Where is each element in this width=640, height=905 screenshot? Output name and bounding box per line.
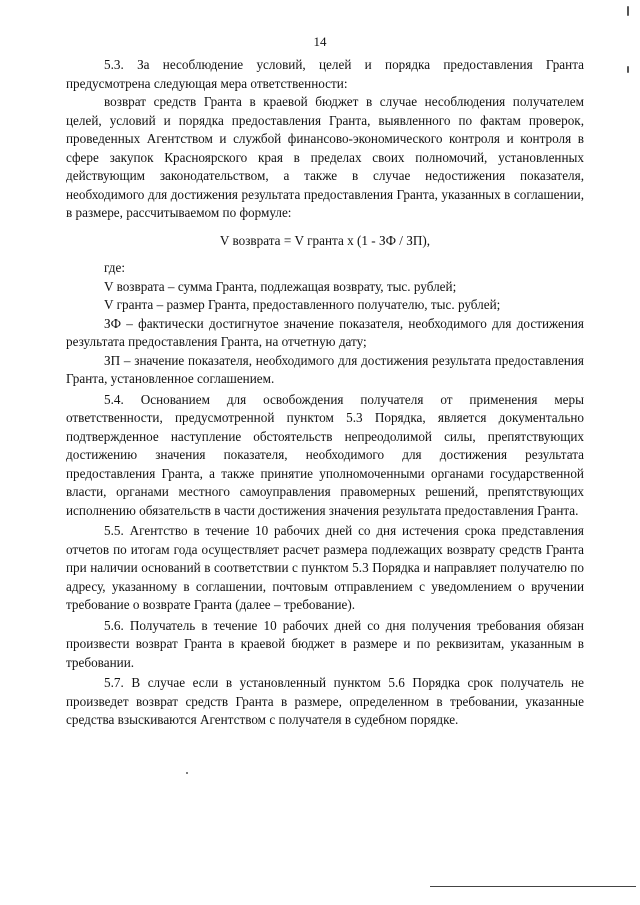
scan-mark-right	[627, 66, 629, 73]
bottom-divider-line	[430, 886, 636, 887]
definition-zf: ЗФ – фактически достигнутое значение показателя, необходимого для достижения результата предоставления Гранта, на отчетную дату;	[66, 315, 584, 349]
paragraph-5-3: 5.3. За несоблюдение условий, целей и порядка предоставления Гранта предусмотрена следующая мера ответственности:	[66, 57, 584, 91]
paragraph-refund-condition: возврат средств Гранта в краевой бюджет в случае несоблюдения получателем целей, условий и порядка предоставления Гранта, выявленного по фактам проверок, проведенных Агентством и службой финансово-экономического контроля и контроля в сфере закупок Красноярского края в пределах своих полномочий, установленных действующим законодательством, а также в случае недостижения показателя, необходимого для достижения результата предоставления Гранта, указанных в соглашении, в размере, рассчитываемом по формуле:	[66, 94, 584, 220]
document-body	[66, 56, 584, 730]
definition-v-refund: V возврата – сумма Гранта, подлежащая возврату, тыс. рублей;	[104, 278, 457, 294]
page-number: 14	[313, 34, 327, 49]
definition-zp: ЗП – значение показателя, необходимого для достижения результата предоставления Гранта, установленное соглашением.	[66, 352, 584, 386]
paragraph-5-6: 5.6. Получатель в течение 10 рабочих дней со дня получения требования обязан произвести возврат Гранта в краевой бюджет в размере и по реквизитам, указанным в требовании.	[66, 617, 584, 670]
scan-mark-lower	[186, 772, 188, 774]
paragraph-5-5: 5.5. Агентство в течение 10 рабочих дней со дня истечения срока представления отчетов по итогам года осуществляет расчет размера подлежащих возврату средств Гранта при наличии оснований в соответствии с пунктом 5.3 Порядка и направляет получателю по адресу, указанному в соглашении, почтовым отправлением с уведомлением о вручении требование о возврате Гранта (далее – требование).	[66, 523, 584, 612]
scan-mark-top-right	[627, 6, 629, 16]
definition-v-grant: V гранта – размер Гранта, предоставленного получателю, тыс. рублей;	[104, 297, 501, 312]
refund-formula: V возврата = V гранта х (1 - ЗФ / ЗП),	[219, 232, 431, 248]
formula-where-label: где:	[104, 260, 125, 275]
paragraph-5-7: 5.7. В случае если в установленный пунктом 5.6 Порядка срок получатель не произведет возврат средств Гранта в размере, определенном в требовании, указанные средства взыскиваются Агентством с получателя в судебном порядке.	[66, 675, 584, 727]
paragraph-5-4: 5.4. Основанием для освобождения получателя от применения меры ответственности, предусмотренной пунктом 5.3 Порядка, является документально подтвержденное наступление обстоятельств непреодолимой силы, препятствующих достижению значения показателя, необходимого для достижения результата предоставления Гранта, а также принятие уполномоченными органами государственной власти, органами местного самоуправления правомерных решений, препятствующих исполнению обязательств в части достижения значения результата предоставления Гранта.	[66, 391, 584, 518]
